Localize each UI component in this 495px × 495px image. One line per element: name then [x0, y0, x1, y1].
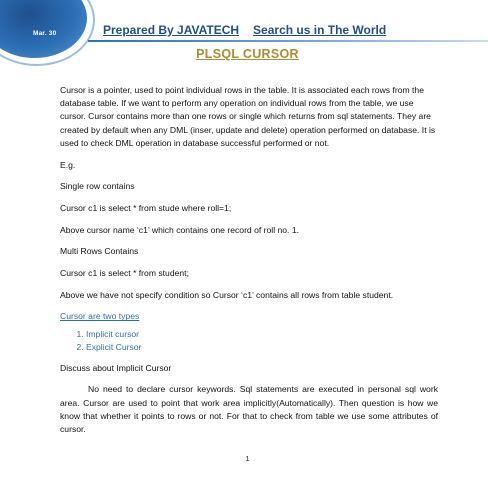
header-divider [88, 40, 488, 42]
cursor-types-heading[interactable]: Cursor are two types [60, 311, 140, 322]
cursor-type-item[interactable]: 2. Explicit Cursor [86, 341, 438, 355]
document-body [60, 84, 438, 445]
header-search-text: Search us in The World [253, 23, 387, 37]
cursor-types-list [60, 328, 438, 355]
multi-row-explanation: Above we have not specify condition so Cursor ‘c1’ contains all rows from table student. [60, 289, 394, 300]
multi-row-query: Cursor c1 is select * from student; [60, 268, 189, 279]
example-label: E.g. [60, 159, 76, 170]
implicit-cursor-heading: Discuss about Implicit Cursor [60, 362, 172, 373]
header-date: Mar. 30 [33, 30, 57, 37]
multi-row-heading: Multi Rows Contains [60, 246, 139, 257]
single-row-query: Cursor c1 is select * from stude where roll=1; [60, 202, 232, 213]
page-number: 1 [245, 456, 250, 463]
document-title: PLSQL CURSOR [196, 47, 299, 61]
header-prepared-by: Prepared By JAVATECH [103, 23, 240, 37]
single-row-heading: Single row contains [60, 181, 135, 192]
single-row-explanation: Above cursor name ‘c1’ which contains one record of roll no. 1. [60, 224, 299, 235]
cursor-type-item[interactable]: 1. Implicit cursor [86, 328, 438, 342]
implicit-cursor-description: No need to declare cursor keywords. Sql statements are executed in personal sql work area. Cursor are used to point that work area implicitly(Automatically). Then question is how we know that whether it points to rows or not. For that to check from table we use some attributes of cursor. [60, 384, 438, 434]
header-title [103, 23, 386, 37]
intro-paragraph: Cursor is a pointer, used to point individual rows in the table. It is associated each rows from the database table. If we want to perform any operation on individual rows from the table, we use cursor. Cursor contains more than one rows or single which returns from sql statements. They are created by default when any DML (inser, update and delete) operation performed on database. It is used to check DML operation in database successful performed or not. [60, 85, 436, 148]
